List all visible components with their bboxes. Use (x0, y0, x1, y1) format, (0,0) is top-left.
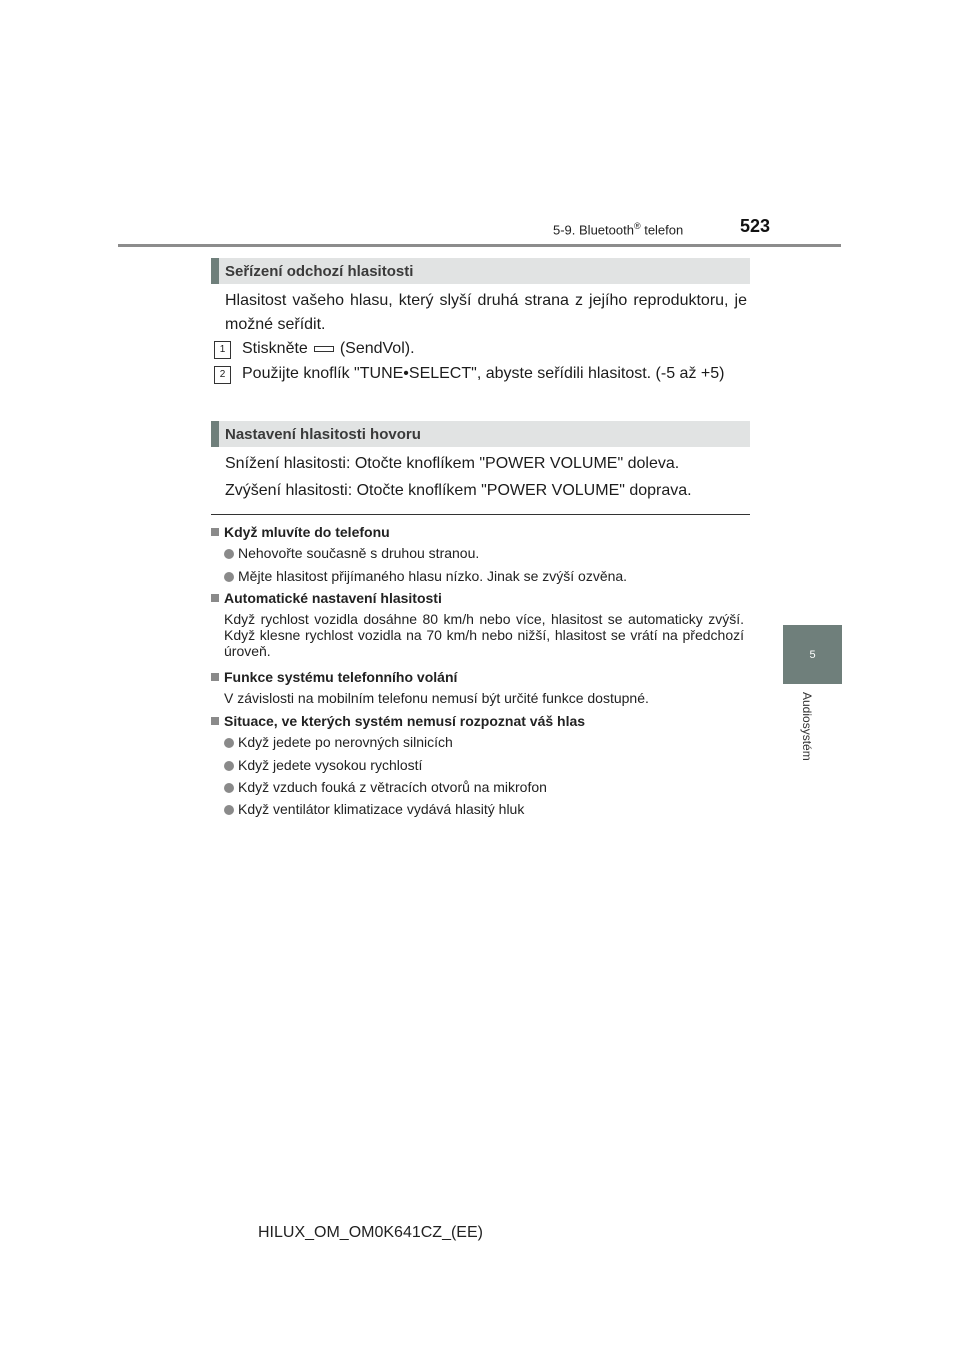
section-intro: Hlasitost vašeho hlasu, který slyší druhá strana z jejího reproduktoru, je možné seřídit. (225, 292, 747, 333)
section-heading-bar (211, 421, 219, 447)
note-heading: Automatické nastavení hlasitosti (211, 590, 442, 606)
note-paragraph: Když rychlost vozidla dosáhne 80 km/h nebo více, hlasitost se automaticky zvýší. Když klesne rychlost vozidla na 70 km/h nebo nižší, hlasitost se vrátí na předchozí úroveň. (224, 611, 744, 659)
page-number: 523 (740, 216, 771, 236)
document-code: HILUX_OM_OM0K641CZ_(EE) (258, 1224, 483, 1241)
note-bullet: Když jedete po nerovných silnicích (224, 734, 453, 750)
step-1 (214, 337, 747, 361)
step-number: 2 (214, 366, 231, 384)
note-bullet: Když ventilátor klimatizace vydává hlasitý hluk (224, 801, 524, 817)
header-section-title: 5-9. Bluetooth® telefon (553, 221, 684, 238)
square-bullet-icon (211, 594, 219, 602)
step-text: Stiskněte (SendVol). (242, 340, 415, 357)
note-bullet: Když vzduch fouká z větracích otvorů na mikrofon (224, 779, 547, 795)
circle-bullet-icon (224, 549, 234, 559)
square-bullet-icon (211, 717, 219, 725)
section-heading-outgoing-volume (211, 258, 750, 284)
step-text: Použijte knoflík "TUNE•SELECT", abyste seřídili hlasitost. (-5 až +5) (242, 365, 725, 382)
section-heading-title: Seřízení odchozí hlasitosti (225, 262, 414, 280)
step-2 (214, 362, 747, 386)
circle-bullet-icon (224, 738, 234, 748)
note-paragraph: V závislosti na mobilním telefonu nemusí být určité funkce dostupné. (224, 690, 649, 706)
step-number: 1 (214, 341, 231, 359)
section-heading-bar (211, 258, 219, 284)
section-heading-call-volume (211, 421, 750, 447)
note-heading: Funkce systému telefonního volání (211, 669, 457, 685)
volume-down-line: Snížení hlasitosti: Otočte knoflíkem "POWER VOLUME" doleva. (225, 455, 680, 472)
note-heading: Situace, ve kterých systém nemusí rozpoznat váš hlas (211, 713, 585, 729)
header-divider (118, 244, 841, 247)
square-bullet-icon (211, 528, 219, 536)
section-heading-title: Nastavení hlasitosti hovoru (225, 425, 421, 443)
chapter-label: Audiosystém (800, 692, 814, 761)
note-heading: Když mluvíte do telefonu (211, 524, 390, 540)
note-bullet: Nehovořte současně s druhou stranou. (224, 545, 479, 561)
note-bullet: Když jedete vysokou rychlostí (224, 757, 422, 773)
circle-bullet-icon (224, 783, 234, 793)
note-bullet: Mějte hlasitost přijímaného hlasu nízko. Jinak se zvýší ozvěna. (224, 568, 627, 584)
volume-up-line: Zvýšení hlasitosti: Otočte knoflíkem "POWER VOLUME" doprava. (225, 482, 692, 499)
circle-bullet-icon (224, 805, 234, 815)
button-icon (314, 346, 334, 352)
square-bullet-icon (211, 673, 219, 681)
circle-bullet-icon (224, 761, 234, 771)
notes-divider (211, 514, 750, 515)
chapter-tab: 5 (783, 625, 842, 684)
circle-bullet-icon (224, 572, 234, 582)
